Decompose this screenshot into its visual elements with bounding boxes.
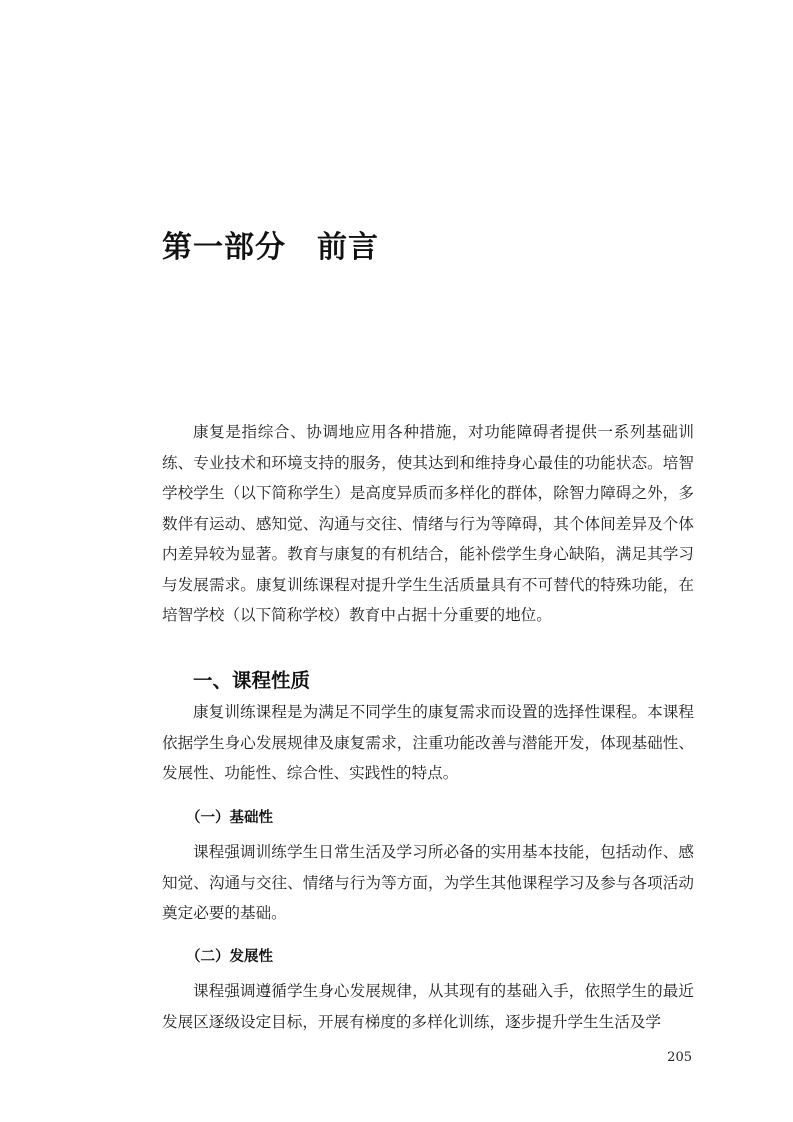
page-number: 205 xyxy=(667,1050,692,1065)
part-title: 第一部分 前言 xyxy=(162,230,379,265)
intro-paragraph: 康复是指综合、协调地应用各种措施，对功能障碍者提供一系列基础训练、专业技术和环境支持的服务，使其达到和维持身心最佳的功能状态。培智学校学生（以下简称学生）是高度异质而多样化的群体，除智力障碍之外，多数伴有运动、感知觉、沟通与交往、情绪与行为等障碍，其个体间差异及个体内差异较为显著。教育与康复的有机结合，能补偿学生身心缺陷，满足其学习与发展需求。康复训练课程对提升学生生活质量具有不可替代的特殊功能，在培智学校（以下简称学校）教育中占据十分重要的地位。 xyxy=(162,423,694,624)
section-heading-course-nature: 一、课程性质 xyxy=(193,669,311,692)
subsection-heading-developmental: （二）发展性 xyxy=(186,949,273,965)
course-nature-paragraph: 康复训练课程是为满足不同学生的康复需求而设置的选择性课程。本课程依据学生身心发展规律及康复需求，注重功能改善与潜能开发，体现基础性、发展性、功能性、综合性、实践性的特点。 xyxy=(162,703,694,782)
basic-paragraph: 课程强调训练学生日常生活及学习所必备的实用基本技能，包括动作、感知觉、沟通与交往、情绪与行为等方面，为学生其他课程学习及参与各项活动奠定必要的基础。 xyxy=(162,843,694,922)
developmental-paragraph: 课程强调遵循学生身心发展规律，从其现有的基础入手，依照学生的最近发展区逐级设定目标，开展有梯度的多样化训练，逐步提升学生生活及学 xyxy=(162,982,694,1031)
subsection-heading-basic: （一）基础性 xyxy=(186,810,273,826)
